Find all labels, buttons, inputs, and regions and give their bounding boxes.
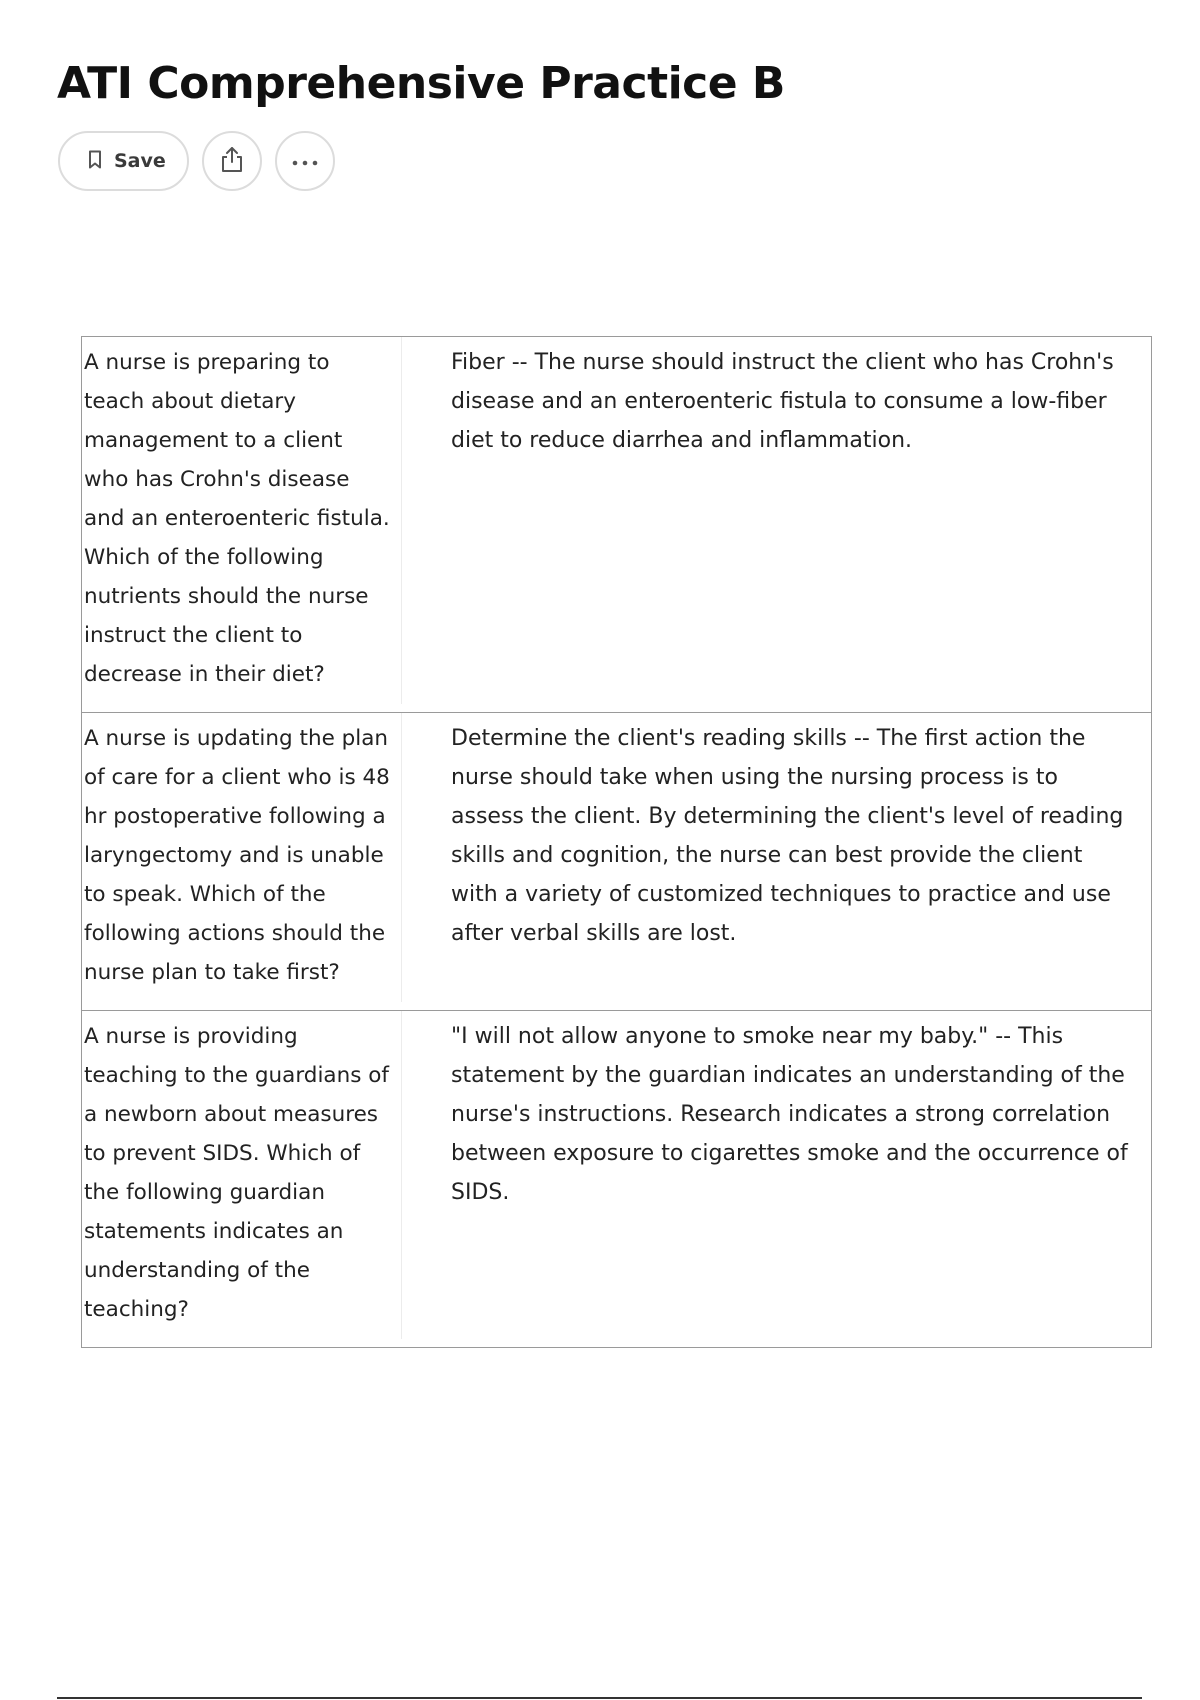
save-button[interactable] [58, 131, 189, 191]
flashcard-table [81, 336, 1152, 1348]
answer-text: "I will not allow anyone to smoke near my baby." -- This statement by the guardian indicates an understanding of the nurse's instructions. Research indicates a strong correlation between exposure to cigarettes smoke and the occurrence of SIDS. [451, 1024, 1128, 1205]
share-icon [219, 145, 245, 177]
page-divider [57, 1697, 1142, 1699]
answer-text: Determine the client's reading skills -- The first action the nurse should take when using the nursing process is to assess the client. By determining the client's level of reading skills and cognition, the nurse can best provide the client with a variety of customized techniques to practice and use after verbal skills are lost. [451, 726, 1124, 946]
answer-text: Fiber -- The nurse should instruct the client who has Crohn's disease and an enteroenteric fistula to consume a low-fiber diet to reduce diarrhea and inflammation. [451, 350, 1114, 453]
question-cell [82, 1011, 402, 1339]
question-text: A nurse is providing teaching to the guardians of a newborn about measures to prevent SIDS. Which of the following guardian statements indicates an understanding of the teaching? [84, 1024, 389, 1322]
answer-cell [402, 337, 1151, 712]
table-row [82, 713, 1151, 1011]
save-button-label: Save [114, 150, 166, 172]
more-options-button[interactable] [275, 131, 335, 191]
question-cell [82, 337, 402, 704]
table-row [82, 337, 1151, 713]
more-horizontal-icon [291, 152, 319, 171]
bookmark-icon [88, 150, 102, 173]
document-toolbar [58, 131, 335, 191]
answer-cell [402, 713, 1151, 1010]
share-button[interactable] [202, 131, 262, 191]
question-text: A nurse is updating the plan of care for a client who is 48 hr postoperative following a laryngectomy and is unable to speak. Which of the following actions should the nurse plan to take first? [84, 726, 390, 985]
table-row [82, 1011, 1151, 1347]
question-text: A nurse is preparing to teach about dietary management to a client who has Crohn's disease and an enteroenteric fistula. Which of the following nutrients should the nurse instruct the client to decrease in their diet? [84, 350, 390, 687]
question-cell [82, 713, 402, 1002]
page-title: ATI Comprehensive Practice B [57, 58, 785, 109]
answer-cell [402, 1011, 1151, 1347]
